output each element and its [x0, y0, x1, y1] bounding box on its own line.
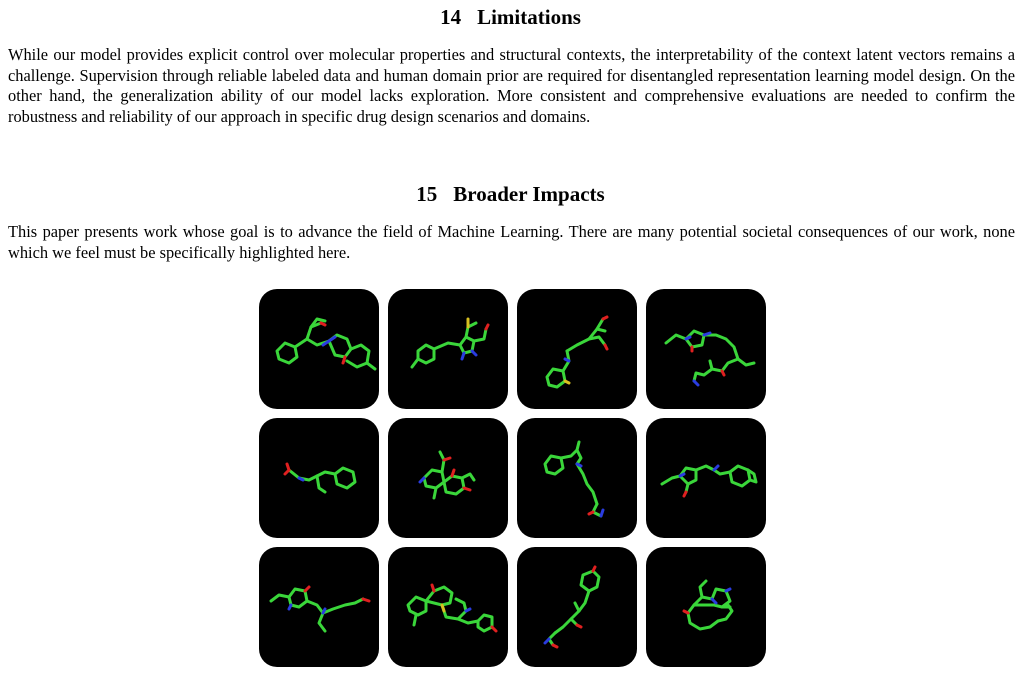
molecule-structure: [388, 289, 508, 409]
oxygen-bond: [589, 512, 593, 514]
carbon-bond: [662, 476, 680, 484]
oxygen-bond: [305, 587, 309, 591]
carbon-bond: [414, 615, 416, 625]
sulfur-bond: [442, 605, 444, 611]
oxygen-bond: [343, 357, 345, 363]
carbon-bond: [418, 345, 434, 363]
carbon-bond: [434, 488, 436, 498]
carbon-bond: [323, 599, 363, 613]
carbon-bond: [367, 363, 375, 369]
nitrogen-bond: [694, 381, 698, 385]
molecule-image: [517, 418, 637, 538]
molecule-structure: [517, 289, 637, 409]
carbon-bond: [307, 601, 323, 613]
carbon-bond: [666, 335, 686, 343]
carbon-bond: [688, 605, 718, 629]
nitrogen-bond: [686, 337, 690, 339]
oxygen-bond: [722, 371, 724, 375]
carbon-bond: [593, 504, 601, 516]
carbon-bond: [710, 361, 712, 369]
carbon-bond: [440, 452, 444, 472]
oxygen-bond: [285, 470, 289, 474]
carbon-bond: [694, 359, 738, 381]
oxygen-bond: [492, 627, 496, 631]
nitrogen-bond: [726, 589, 730, 591]
oxygen-bond: [444, 458, 450, 460]
molecule-image: [646, 289, 766, 409]
molecule-structure: [259, 289, 379, 409]
carbon-bond: [567, 319, 603, 351]
oxygen-bond: [593, 567, 595, 571]
molecule-structure: [259, 547, 379, 667]
nitrogen-bond: [704, 333, 710, 335]
oxygen-bond: [577, 625, 581, 627]
molecule-image: [646, 547, 766, 667]
oxygen-bond: [464, 488, 470, 490]
oxygen-bond: [363, 599, 369, 601]
molecule-structure: [388, 547, 508, 667]
carbon-bond: [408, 597, 426, 615]
oxygen-bond: [321, 323, 325, 325]
carbon-bond: [478, 615, 492, 631]
oxygen-bond: [553, 645, 557, 647]
section-heading: [0, 181, 1021, 207]
nitrogen-bond: [472, 351, 476, 355]
oxygen-bond: [605, 345, 607, 349]
carbon-bond: [442, 599, 466, 619]
carbon-bond: [575, 603, 579, 611]
nitrogen-bond: [714, 466, 718, 470]
oxygen-bond: [486, 325, 488, 329]
nitrogen-bond: [323, 609, 325, 613]
carbon-bond: [462, 474, 474, 480]
paragraph: This paper presents work whose goal is to advance the field of Machine Learning. There are many potential societal consequences of our work, none which we feel must be specifically highlighted here.: [8, 222, 1015, 262]
molecule-image: [388, 418, 508, 538]
molecule-structure: [646, 418, 766, 538]
carbon-bond: [704, 335, 738, 359]
nitrogen-bond: [565, 359, 569, 361]
oxygen-bond: [684, 611, 688, 613]
molecule-image: [646, 418, 766, 538]
carbon-bond: [738, 359, 754, 365]
oxygen-bond: [603, 317, 607, 319]
carbon-bond: [581, 571, 599, 591]
molecule-structure: [517, 418, 637, 538]
oxygen-bond: [684, 492, 686, 496]
molecule-image: [259, 547, 379, 667]
oxygen-bond: [432, 585, 434, 591]
molecule-image: [517, 289, 637, 409]
molecule-image: [517, 547, 637, 667]
section-title: Limitations: [477, 5, 581, 29]
sulfur-bond: [565, 381, 569, 383]
nitrogen-bond: [289, 605, 291, 609]
molecule-structure: [646, 547, 766, 667]
carbon-bond: [597, 329, 605, 331]
molecule-image: [388, 289, 508, 409]
molecule-image: [259, 418, 379, 538]
nitrogen-bond: [712, 599, 716, 603]
nitrogen-bond: [299, 478, 303, 480]
molecule-image: [259, 289, 379, 409]
nitrogen-bond: [462, 353, 464, 359]
paragraph: While our model provides explicit control over molecular properties and structural contexts, the interpretability of the context latent vectors remains a challenge. Supervision through reliable labeled data and human domain prior are required for disentangled representation learning model design. On the other hand, the generalization ability of our model lacks exploration. More consistent and comprehensive evaluations are needed to confirm the robustness and reliability of our approach in specific drug design scenarios and domains.: [8, 45, 1015, 126]
carbon-bond: [412, 359, 418, 367]
nitrogen-bond: [601, 510, 603, 516]
section-number: 14: [440, 5, 462, 29]
carbon-bond: [335, 468, 355, 488]
section-number: 15: [416, 182, 438, 206]
carbon-bond: [700, 581, 706, 597]
nitrogen-bond: [577, 464, 581, 466]
oxygen-bond: [452, 470, 454, 476]
molecule-structure: [517, 547, 637, 667]
nitrogen-bond: [545, 639, 549, 643]
molecule-figure-grid: [259, 289, 766, 667]
section-heading: [0, 4, 1021, 30]
carbon-bond: [561, 450, 581, 464]
carbon-bond: [317, 472, 335, 476]
carbon-bond: [555, 591, 589, 633]
carbon-bond: [577, 442, 579, 450]
carbon-bond: [319, 613, 325, 631]
molecule-structure: [646, 289, 766, 409]
carbon-bond: [474, 329, 486, 341]
section-title: Broader Impacts: [453, 182, 605, 206]
molecule-structure: [259, 418, 379, 538]
carbon-bond: [271, 595, 289, 601]
molecule-structure: [388, 418, 508, 538]
carbon-bond: [458, 619, 478, 623]
molecule-image: [388, 547, 508, 667]
carbon-bond: [434, 343, 460, 349]
carbon-bond: [426, 587, 452, 605]
nitrogen-bond: [680, 474, 684, 476]
carbon-bond: [589, 337, 605, 345]
carbon-bond: [577, 464, 597, 504]
carbon-bond: [317, 476, 325, 492]
nitrogen-bond: [466, 609, 470, 611]
